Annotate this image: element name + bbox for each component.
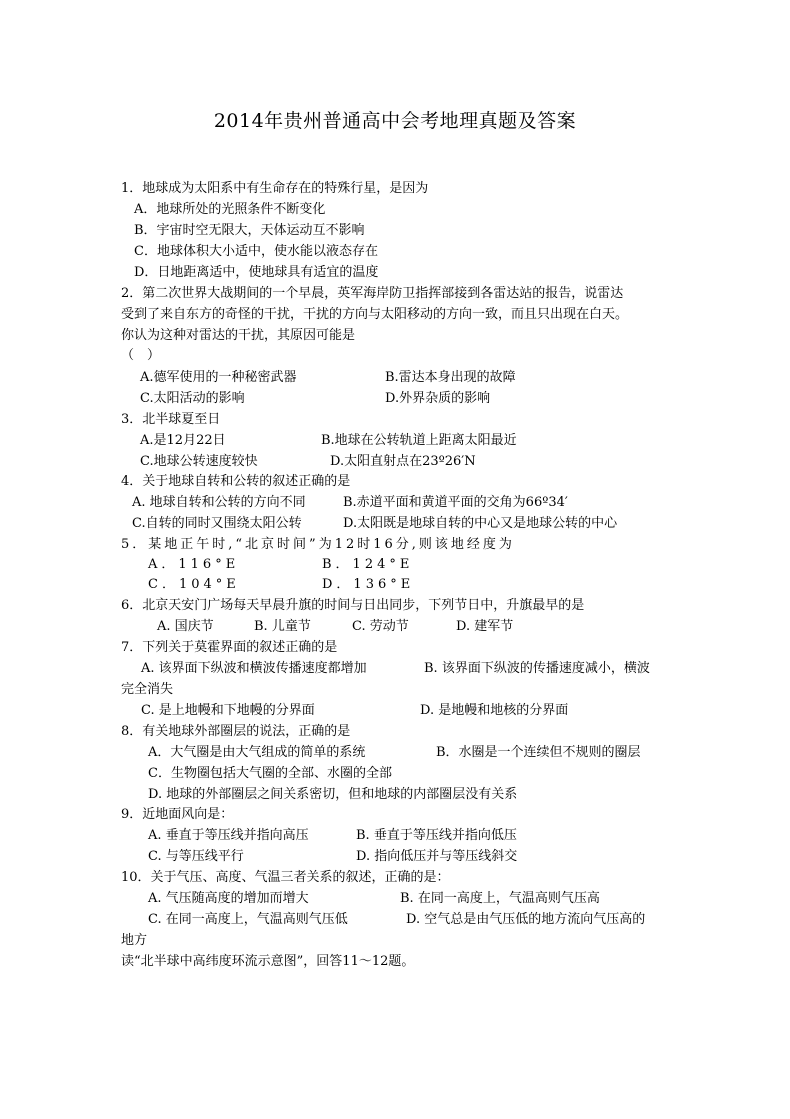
q8-stem: 8．有关地球外部圈层的说法，正确的是 [121,724,351,739]
q2-option-a: A.德军使用的一种秘密武器 [140,370,297,385]
q3-option-c: C.地球公转速度较快 [140,454,258,469]
q9-option-c: C. 与等压线平行 [148,849,244,864]
q2-option-b: B.雷达本身出现的故障 [385,370,516,385]
q8-option-c: C．生物圈包括大气圈的全部、水圈的全部 [148,766,392,781]
q3-option-d: D.太阳直射点在23º26′N [330,454,476,469]
q2-answer-blank: （ ） [121,348,161,363]
q10-option-b: B. 在同一高度上，气温高则气压高 [400,891,600,906]
q4-option-a: A. 地球自转和公转的方向不同 [132,495,306,510]
q5-option-b: B．124°E [322,557,414,572]
q1-option-a: A．地球所处的光照条件不断变化 [134,202,326,217]
q6-option-a: A. 国庆节 [157,619,214,634]
reading-prompt: 读“北半球中高纬度环流示意图”，回答11～12题。 [121,954,415,969]
q5-option-c: C．104°E [148,577,240,592]
q8-option-d: D. 地球的外部圈层之间关系密切，但和地球的内部圈层没有关系 [148,787,518,802]
q7-option-d: D. 是地幔和地核的分界面 [420,703,569,718]
q3-option-a: A.是12月22日 [140,433,226,448]
q1-option-d: D．日地距离适中，使地球具有适宜的温度 [134,265,379,280]
q1-stem: 1．地球成为太阳系中有生命存在的特殊行星，是因为 [121,181,429,196]
q6-option-b: B. 儿童节 [254,619,311,634]
q5-option-a: A．116°E [148,557,240,572]
q10-option-c: C. 在同一高度上，气温高则气压低 [148,912,348,927]
q4-option-b: B.赤道平面和黄道平面的交角为66º34′ [343,495,568,510]
q4-option-d: D.太阳既是地球自转的中心又是地球公转的中心 [343,516,618,531]
q3-option-b: B.地球在公转轨道上距离太阳最近 [321,433,517,448]
q8-option-a: A．大气圈是由大气组成的简单的系统 [148,745,366,760]
q9-option-a: A. 垂直于等压线并指向高压 [148,828,309,843]
q7-stem: 7．下列关于莫霍界面的叙述正确的是 [121,640,338,655]
q10-option-d-cont: 地方 [121,933,148,948]
q4-option-c: C.自转的同时又围绕太阳公转 [132,516,302,531]
q8-option-b: B．水圈是一个连续但不规则的圈层 [436,745,641,760]
q5-stem: 5．某地正午时,“北京时间”为12时16分,则该地经度为 [121,537,515,552]
q6-option-c: C. 劳动节 [352,619,409,634]
q7-option-a: A. 该界面下纵波和横波传播速度都增加 [141,661,367,676]
page-title: 2014年贵州普通高中会考地理真题及答案 [213,110,577,132]
q2-stem-line3: 你认为这种对雷达的干扰，其原因可能是 [121,328,356,343]
q3-stem: 3．北半球夏至日 [121,412,221,427]
q7-option-b-cont: 完全消失 [121,682,174,697]
q6-stem: 6．北京天安门广场每天早晨升旗的时间与日出同步，下列节日中，升旗最早的是 [121,598,585,613]
q1-option-c: C．地球体积大小适中，使水能以液态存在 [134,244,378,259]
q9-option-d: D. 指向低压并与等压线斜交 [356,849,518,864]
q7-option-c: C. 是上地幔和下地幔的分界面 [141,703,315,718]
q2-option-d: D.外界杂质的影响 [385,391,491,406]
q7-option-b: B. 该界面下纵波的传播速度减小，横波 [424,661,650,676]
q10-option-d: D. 空气总是由气压低的地方流向气压高的 [406,912,646,927]
q9-option-b: B. 垂直于等压线并指向低压 [356,828,517,843]
q6-option-d: D. 建军节 [456,619,514,634]
q2-stem-line2: 受到了来自东方的奇怪的干扰，干扰的方向与太阳移动的方向一致，而且只出现在白天。 [121,307,629,322]
q10-stem: 10．关于气压、高度、气温三者关系的叙述，正确的是： [121,870,450,885]
q2-option-c: C.太阳活动的影响 [140,391,245,406]
q9-stem: 9．近地面风向是： [121,807,234,822]
q2-stem-line1: 2．第二次世界大战期间的一个早晨，英军海岸防卫指挥部接到各雷达站的报告，说雷达 [121,286,624,301]
q10-option-a: A. 气压随高度的增加而增大 [148,891,309,906]
q5-option-d: D．136°E [322,577,415,592]
q1-option-b: B．宇宙时空无限大，天体运动互不影响 [134,223,365,238]
q4-stem: 4．关于地球自转和公转的叙述正确的是 [121,474,351,489]
